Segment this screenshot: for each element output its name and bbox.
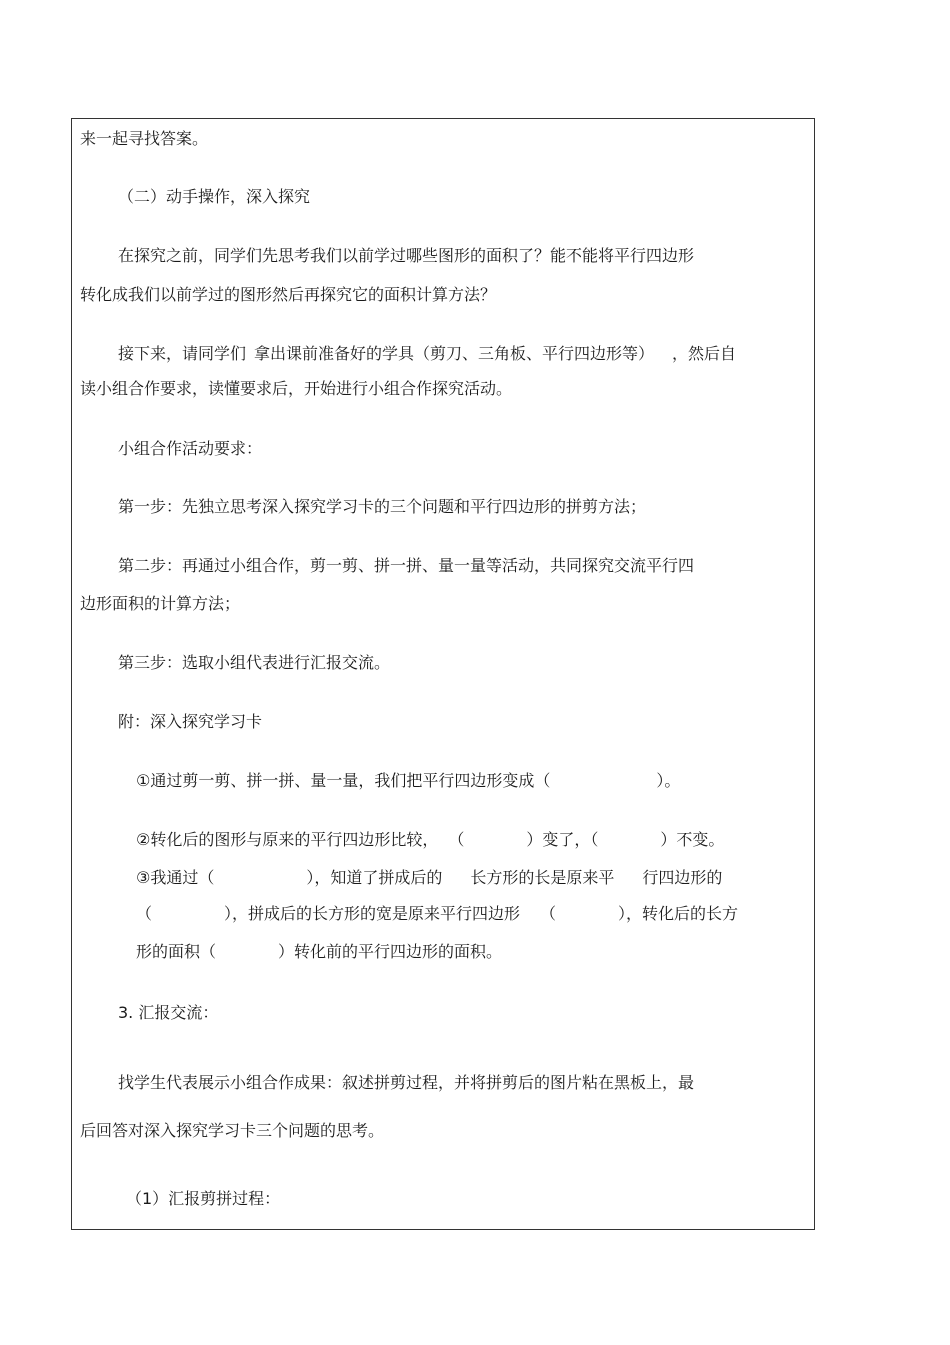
- text-span: 接下来，请同学们: [118, 344, 247, 363]
- text-line: 来一起寻找答案。: [80, 129, 209, 148]
- text-span: ）不变。: [660, 830, 725, 849]
- paragraph-line: 读小组合作要求，读懂要求后，开始进行小组合作探究活动。: [80, 379, 513, 398]
- step-line: 第三步：选取小组代表进行汇报交流。: [118, 653, 391, 672]
- paragraph-line: 转化成我们以前学过的图形然后再探究它的面积计算方法？: [80, 285, 497, 304]
- paragraph-line: 后回答对深入探究学习卡三个问题的思考。: [80, 1121, 385, 1140]
- sub-heading: （1）汇报剪拼过程：: [126, 1189, 281, 1208]
- text-span: ），拼成后的长方形的宽是原来平行四边形: [224, 904, 521, 923]
- step-line: 边形面积的计算方法；: [80, 594, 241, 613]
- question-line: [136, 941, 502, 963]
- paragraph-line: 找学生代表展示小组合作成果：叙述拼剪过程，并将拼剪后的图片粘在黑板上，最: [118, 1073, 695, 1092]
- text-span: ）变了，（: [526, 830, 599, 849]
- text-span: 长方形的长是原来平: [470, 868, 615, 887]
- text-line: 小组合作活动要求：: [118, 439, 263, 458]
- step-line: 第二步：再通过小组合作，剪一剪、拼一拼、量一量等活动，共同探究交流平行四: [118, 556, 695, 575]
- step-line: 第一步：先独立思考深入探究学习卡的三个问题和平行四边形的拼剪方法；: [118, 497, 647, 516]
- paragraph-line: 在探究之前，同学们先思考我们以前学过哪些图形的面积了？能不能将平行四边形: [118, 246, 695, 265]
- text-span: ）转化前的平行四边形的面积。: [278, 942, 503, 961]
- text-span: ①通过剪一剪、拼一拼、量一量，我们把平行四边形变成（: [136, 771, 551, 790]
- text-span: ，然后自: [672, 344, 737, 363]
- text-span: 行四边形的: [642, 868, 723, 887]
- section-heading: （二）动手操作，深入探究: [118, 187, 311, 206]
- text-span: ②转化后的图形与原来的平行四边形比较，: [136, 830, 439, 849]
- text-span: （: [448, 830, 465, 849]
- question-line: [136, 903, 738, 925]
- text-span: ③我通过（: [136, 868, 215, 887]
- question-line: [136, 770, 680, 792]
- text-span: ）。: [656, 771, 681, 790]
- text-span: ），知道了拼成后的: [306, 868, 443, 887]
- text-span: 形的面积（: [136, 942, 217, 961]
- section-heading: 3. 汇报交流：: [118, 1003, 219, 1022]
- text-line: 附：深入探究学习卡: [118, 712, 263, 731]
- question-line: [136, 829, 724, 851]
- question-line: [136, 867, 722, 889]
- text-span: （: [540, 904, 557, 923]
- paragraph-line: [118, 343, 736, 365]
- text-span: ），转化后的长方: [618, 904, 739, 923]
- text-span: 拿出课前准备好的学具（剪刀、三角板、平行四边形等）: [254, 344, 655, 363]
- text-span: （: [136, 904, 153, 923]
